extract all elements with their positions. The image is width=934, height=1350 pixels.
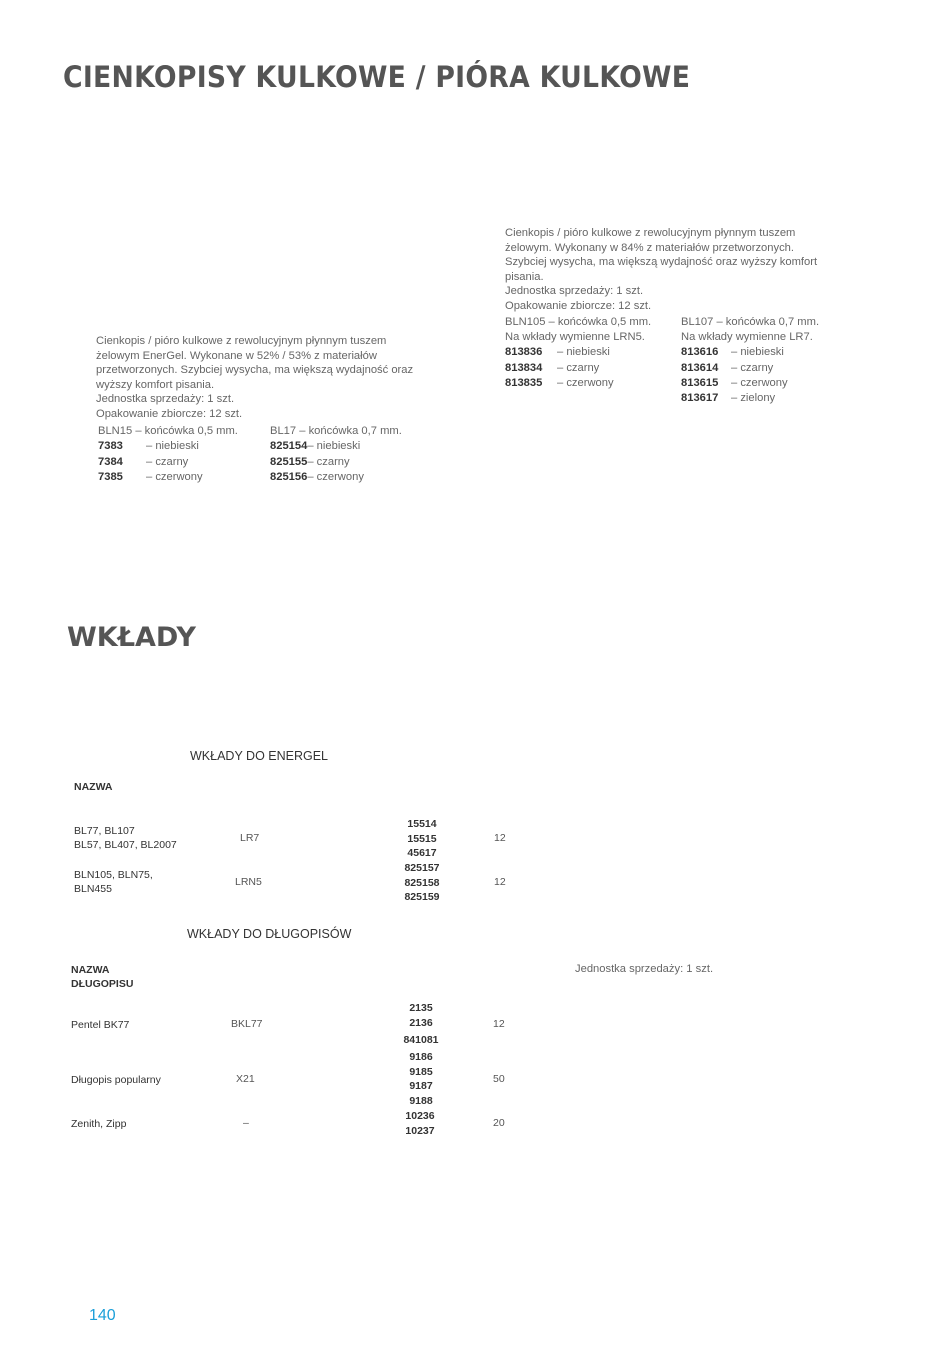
color-label: – niebieski <box>146 440 199 453</box>
product-code: 813836 <box>505 346 543 359</box>
product-code: 813617 <box>681 392 719 405</box>
refill-code: 15514 <box>407 818 437 830</box>
refill-code: 2135 <box>409 1002 433 1014</box>
table-row-qty: 12 <box>494 832 506 844</box>
description-line: Cienkopis / pióro kulkowe z rewolucyjnym płynnym tuszem <box>505 227 796 239</box>
color-label: – czarny <box>307 455 350 468</box>
table-row-qty: 50 <box>493 1073 505 1085</box>
table-row-name: Zenith, Zipp <box>71 1118 127 1130</box>
header-line: DŁUGOPISU <box>71 978 134 990</box>
product-code: 813614 <box>681 361 719 374</box>
color-label: – czarny <box>146 455 189 468</box>
refill-code: 2136 <box>409 1016 433 1029</box>
product-code: 813615 <box>681 376 719 389</box>
variant-item <box>270 470 402 485</box>
refill-code: 15515 <box>407 832 437 845</box>
table-row-codes <box>396 1001 446 1048</box>
refill-code: 9188 <box>409 1094 433 1107</box>
color-label: – czerwony <box>731 376 788 389</box>
table-row-name <box>74 868 153 896</box>
variant-heading: BL17 – końcówka 0,7 mm. <box>270 425 402 437</box>
name-line: BLN105, BLN75, <box>74 869 153 881</box>
variant-subheading: Na wkłady wymienne LRN5. <box>505 331 645 344</box>
color-label: – zielony <box>731 392 776 405</box>
variant-item <box>681 376 819 391</box>
description-line: żelowym. Wykonany w 84% z materiałów przetworzonych. <box>505 241 795 254</box>
color-label: – niebieski <box>557 346 610 359</box>
color-label: – czerwony <box>307 470 364 483</box>
table-row-name: Długopis popularny <box>71 1074 161 1086</box>
variant-item <box>98 470 238 485</box>
refill-code: 825158 <box>404 876 440 889</box>
table-row-refill: LR7 <box>240 832 260 844</box>
table-row-qty: 12 <box>493 1018 505 1030</box>
description-line: Jednostka sprzedaży: 1 szt. <box>96 393 235 406</box>
product-code: 7385 <box>98 470 123 483</box>
variant-item <box>681 391 819 406</box>
product-left-variant-bl17 <box>270 424 402 485</box>
variant-subheading: Na wkłady wymienne LR7. <box>681 331 813 344</box>
variant-heading: BLN105 – końcówka 0,5 mm. <box>505 316 652 328</box>
variant-item <box>505 345 651 360</box>
refill-code: 841081 <box>403 1034 439 1047</box>
refill-code: 45617 <box>407 847 437 860</box>
variant-item <box>681 361 819 376</box>
name-line: BL57, BL407, BL2007 <box>74 839 177 851</box>
table-row-name: Pentel BK77 <box>71 1019 130 1031</box>
name-line: BL77, BL107 <box>74 825 135 837</box>
variant-item <box>98 455 238 470</box>
color-label: – czerwony <box>557 376 614 389</box>
description-line: Opakowanie zbiorcze: 12 szt. <box>96 407 243 420</box>
description-line: przetworzonych. Szybciej wysycha, ma większą wydajność oraz <box>96 364 414 377</box>
table-row-codes <box>396 1050 446 1108</box>
table-row-refill: X21 <box>236 1073 255 1085</box>
name-line: BLN455 <box>74 883 112 895</box>
product-code: 825154 <box>270 440 308 453</box>
product-code: 813834 <box>505 361 543 374</box>
description-line: Cienkopis / pióro kulkowe z rewolucyjnym płynnym tuszem <box>96 335 387 347</box>
table-row-name <box>74 824 177 852</box>
sales-unit-note: Jednostka sprzedaży: 1 szt. <box>575 963 714 975</box>
product-right-variant-bln105 <box>505 315 651 391</box>
color-label: – czarny <box>731 361 774 374</box>
table-row-qty: 12 <box>494 876 506 888</box>
table-row-refill: – <box>243 1117 249 1129</box>
variant-item <box>270 455 402 470</box>
product-left-variant-bln15 <box>98 424 238 485</box>
table-row-qty: 20 <box>493 1117 505 1129</box>
product-code: 7384 <box>98 455 123 468</box>
product-right-variant-bl107 <box>681 315 819 406</box>
variant-heading: BLN15 – końcówka 0,5 mm. <box>98 425 238 437</box>
description-line: Opakowanie zbiorcze: 12 szt. <box>505 299 652 312</box>
refill-code: 10236 <box>405 1110 435 1122</box>
table-row-refill: BKL77 <box>231 1018 263 1030</box>
table-row-codes <box>397 861 447 905</box>
ballpoint-header-name <box>71 963 133 991</box>
color-label: – niebieski <box>307 440 361 453</box>
table-row-codes <box>395 1109 445 1138</box>
product-code: 813616 <box>681 346 719 359</box>
product-right-description <box>505 226 817 314</box>
energel-header-name: NAZWA <box>74 781 113 793</box>
product-code: 825156 <box>270 470 308 483</box>
description-line: Szybciej wysycha, ma większą wydajność oraz wyższy komfort <box>505 256 818 269</box>
refill-code: 9186 <box>409 1051 433 1063</box>
refill-code: 825157 <box>404 862 440 874</box>
refill-code: 825159 <box>404 891 440 904</box>
description-line: pisania. <box>505 270 544 283</box>
refill-code: 9187 <box>409 1080 433 1093</box>
product-code: 825155 <box>270 455 308 468</box>
description-line: Jednostka sprzedaży: 1 szt. <box>505 285 644 298</box>
color-label: – czerwony <box>146 470 203 483</box>
ballpoint-table-title: WKŁADY DO DŁUGOPISÓW <box>187 927 352 941</box>
header-line: NAZWA <box>71 964 110 976</box>
table-row-refill: LRN5 <box>235 876 262 888</box>
table-row-codes <box>397 817 447 861</box>
page-title: CIENKOPISY KULKOWE / PIÓRA KULKOWE <box>63 60 691 94</box>
variant-item <box>505 376 651 391</box>
variant-item <box>681 345 819 360</box>
variant-item <box>270 439 402 454</box>
product-code: 7383 <box>98 440 123 453</box>
energel-table-title: WKŁADY DO ENERGEL <box>190 749 329 763</box>
variant-item <box>98 439 238 454</box>
color-label: – niebieski <box>731 346 784 359</box>
section-title-refills: WKŁADY <box>67 622 196 653</box>
refill-code: 10237 <box>405 1124 435 1137</box>
description-line: żelowym EnerGel. Wykonane w 52% / 53% z materiałów <box>96 349 377 362</box>
color-label: – czarny <box>557 361 600 374</box>
variant-item <box>505 361 651 376</box>
product-code: 813835 <box>505 376 543 389</box>
description-line: wyższy komfort pisania. <box>96 378 215 391</box>
product-left-description <box>96 334 413 422</box>
refill-code: 9185 <box>409 1065 433 1078</box>
page-number: 140 <box>89 1307 116 1324</box>
variant-heading: BL107 – końcówka 0,7 mm. <box>681 316 820 328</box>
